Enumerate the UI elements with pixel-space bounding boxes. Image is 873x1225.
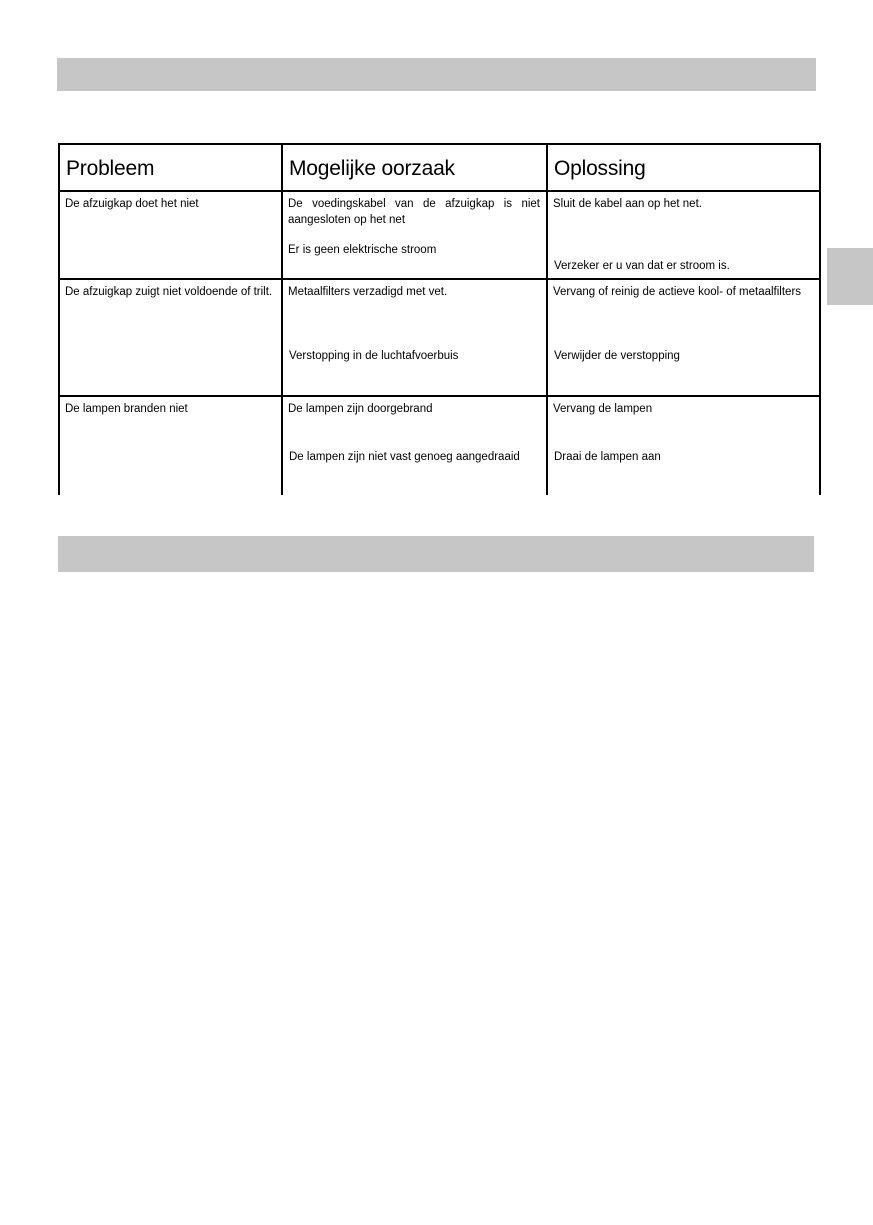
section-header-bar-top bbox=[57, 58, 816, 91]
table-row bbox=[59, 191, 820, 279]
problem-text: De afzuigkap doet het niet bbox=[65, 198, 199, 210]
problem-text: De afzuigkap zuigt niet voldoende of trilt. bbox=[65, 286, 273, 298]
solution-cell bbox=[547, 279, 820, 396]
header-cause: Mogelijke oorzaak bbox=[282, 144, 547, 191]
solution-text: Sluit de kabel aan op het net. bbox=[553, 198, 702, 210]
solution-text: Vervang de lampen bbox=[553, 403, 653, 415]
problem-cell bbox=[59, 279, 282, 396]
cause-text: Verstopping in de luchtafvoerbuis bbox=[289, 350, 459, 362]
cause-cell bbox=[282, 396, 547, 495]
cause-text: Er is geen elektrische stroom bbox=[288, 244, 437, 256]
table-row bbox=[59, 279, 820, 396]
cause-text: De lampen zijn niet vast genoeg aangedraaid bbox=[289, 451, 520, 463]
cause-text: De voedingskabel van de afzuigkap is niet aangesloten op het net bbox=[288, 198, 540, 226]
header-problem: Probleem bbox=[59, 144, 282, 191]
solution-cell bbox=[547, 191, 820, 279]
side-tab-marker bbox=[827, 248, 873, 305]
solution-text: Vervang of reinig de actieve kool- of metaalfilters bbox=[553, 286, 802, 298]
cause-cell bbox=[282, 279, 547, 396]
solution-text: Draai de lampen aan bbox=[554, 451, 661, 463]
problem-cell bbox=[59, 396, 282, 495]
cause-text: De lampen zijn doorgebrand bbox=[288, 403, 433, 415]
solution-text: Verzeker er u van dat er stroom is. bbox=[554, 260, 730, 272]
troubleshooting-table bbox=[58, 143, 821, 495]
solution-cell bbox=[547, 396, 820, 495]
table-header-row bbox=[59, 144, 820, 191]
cause-text: Metaalfilters verzadigd met vet. bbox=[288, 286, 448, 298]
section-header-bar-bottom bbox=[58, 536, 814, 572]
cause-cell bbox=[282, 191, 547, 279]
problem-text: De lampen branden niet bbox=[65, 403, 188, 415]
table-row bbox=[59, 396, 820, 495]
solution-text: Verwijder de verstopping bbox=[554, 350, 680, 362]
problem-cell bbox=[59, 191, 282, 279]
header-solution: Oplossing bbox=[547, 144, 820, 191]
